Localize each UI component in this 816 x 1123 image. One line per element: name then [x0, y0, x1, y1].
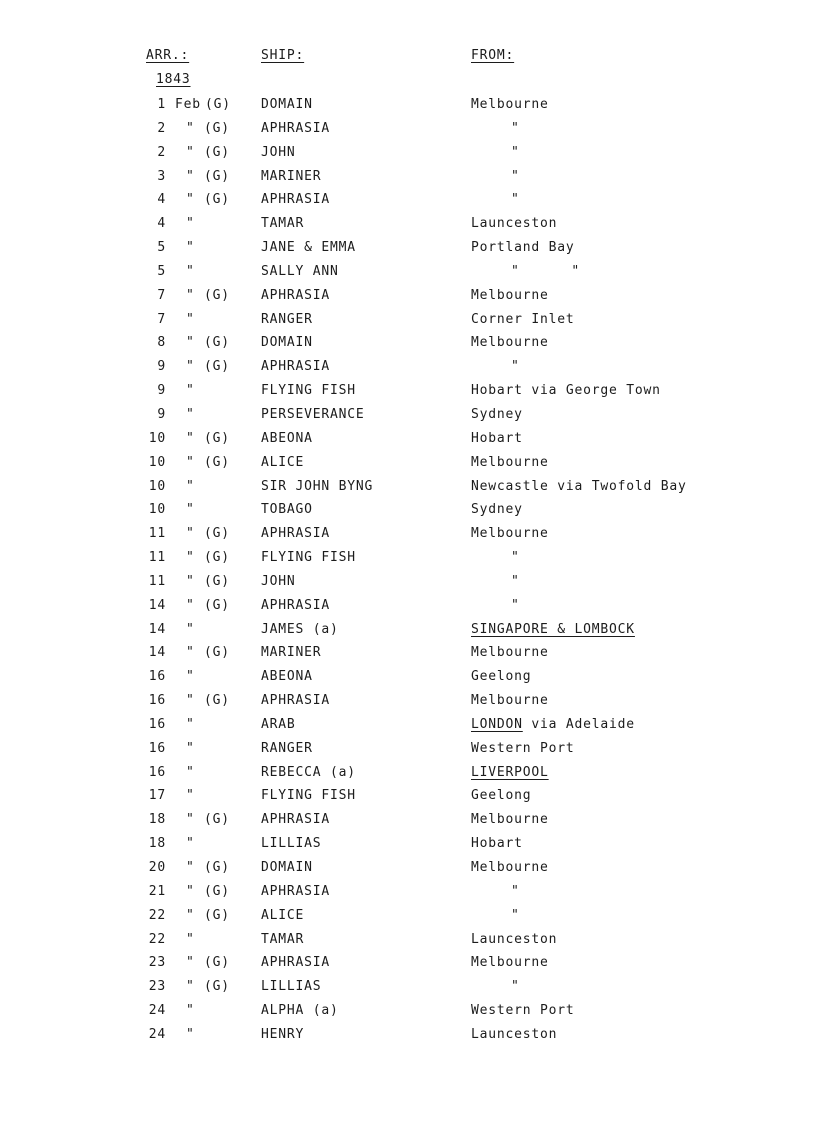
ship-name: ABEONA [261, 430, 313, 446]
government-flag: (G) [204, 120, 230, 136]
table-row [0, 882, 816, 906]
origin-port-text: " [511, 144, 520, 160]
arrival-day: 7 [157, 287, 166, 303]
table-row [0, 691, 816, 715]
ship-name: TAMAR [261, 931, 305, 947]
arrival-month: " [186, 979, 195, 995]
table-row [0, 643, 816, 667]
arrival-day: 11 [148, 550, 166, 566]
table-row [0, 667, 816, 691]
origin-port [471, 95, 549, 115]
ship-name: ALICE [261, 907, 305, 923]
government-flag: (G) [204, 430, 230, 446]
arrival-day: 9 [157, 406, 166, 422]
origin-port [471, 524, 549, 544]
arrival-day: 1 [157, 97, 166, 112]
arrival-month: " [186, 573, 195, 589]
table-row [0, 214, 816, 238]
origin-port-text: " [511, 168, 520, 184]
table-row [0, 333, 816, 357]
arrival-month: Feb [175, 97, 201, 112]
government-flag: (G) [204, 192, 230, 208]
table-row [0, 763, 816, 787]
government-flag: (G) [204, 812, 230, 828]
arrival-day: 14 [148, 597, 166, 613]
origin-port [471, 572, 520, 592]
origin-port-text: Melbourne [471, 812, 549, 828]
arrival-month: " [186, 764, 195, 780]
arrival-day: 14 [148, 645, 166, 661]
arrival-month: " [186, 454, 195, 470]
arrival-day: 4 [157, 216, 166, 232]
ship-name: LILLIAS [261, 836, 322, 852]
arrival-day: 5 [157, 263, 166, 279]
ship-name: PERSEVERANCE [261, 406, 365, 422]
arrival-day: 14 [148, 621, 166, 637]
arrival-day: 10 [148, 478, 166, 494]
origin-port [471, 333, 549, 353]
table-row [0, 190, 816, 214]
ship-name: APHRASIA [261, 955, 331, 971]
ship-name: MARINER [261, 168, 322, 184]
arrival-day: 22 [148, 931, 166, 947]
origin-port [471, 500, 523, 520]
table-row [0, 238, 816, 262]
government-flag: (G) [204, 693, 230, 709]
arrival-day: 10 [148, 430, 166, 446]
arrival-month: " [186, 144, 195, 160]
arrival-day: 16 [148, 716, 166, 732]
table-row [0, 405, 816, 429]
ship-name: APHRASIA [261, 812, 331, 828]
origin-port [471, 953, 549, 973]
ship-column-header: SHIP: [261, 48, 305, 63]
government-flag: (G) [205, 97, 231, 112]
origin-port-text: Western Port [471, 740, 575, 756]
origin-port [471, 357, 520, 377]
ship-name: ALICE [261, 454, 305, 470]
origin-port-text: Hobart via George Town [471, 383, 661, 399]
origin-port [471, 858, 549, 878]
arrival-month: " [186, 669, 195, 685]
table-row [0, 310, 816, 334]
origin-port [471, 620, 635, 640]
origin-port [471, 548, 520, 568]
origin-port [471, 190, 520, 210]
table-row [0, 524, 816, 548]
table-row [0, 977, 816, 1001]
arrival-day: 11 [148, 526, 166, 542]
arrival-month: " [186, 359, 195, 375]
origin-port-text: " [511, 120, 520, 136]
arrival-day: 18 [148, 812, 166, 828]
ship-name: SIR JOHN BYNG [261, 478, 374, 494]
origin-port [471, 834, 523, 854]
ship-name: ALPHA (a) [261, 1003, 339, 1019]
table-row [0, 548, 816, 572]
origin-port [471, 1025, 557, 1045]
government-flag: (G) [204, 526, 230, 542]
origin-port-text: Geelong [471, 669, 532, 685]
table-row [0, 1025, 816, 1049]
government-flag: (G) [204, 573, 230, 589]
origin-port-text: Launceston [471, 931, 558, 947]
ship-name: HENRY [261, 1026, 305, 1042]
government-flag: (G) [204, 550, 230, 566]
origin-port [471, 930, 557, 950]
table-row [0, 500, 816, 524]
origin-port-text: " [511, 979, 520, 995]
table-row [0, 1001, 816, 1025]
arrival-month: " [186, 216, 195, 232]
arrival-day: 11 [148, 573, 166, 589]
table-row [0, 620, 816, 644]
arrival-month: " [186, 812, 195, 828]
arrival-month: " [186, 263, 195, 279]
table-row [0, 286, 816, 310]
ship-name: RANGER [261, 311, 313, 327]
arrival-day: 5 [157, 240, 166, 256]
origin-port-text: Melbourne [471, 645, 549, 661]
government-flag: (G) [204, 144, 230, 160]
origin-port-text: Western Port [471, 1003, 575, 1019]
arrival-day: 9 [157, 383, 166, 399]
origin-port [471, 429, 523, 449]
origin-port-text: " [511, 359, 520, 375]
ship-name: LILLIAS [261, 979, 322, 995]
ship-name: APHRASIA [261, 693, 331, 709]
origin-port [471, 453, 549, 473]
arrivals-table [0, 95, 816, 1049]
origin-port-text: " [511, 192, 520, 208]
origin-port [471, 763, 549, 783]
arrival-month: " [186, 740, 195, 756]
government-flag: (G) [204, 287, 230, 303]
origin-port [471, 167, 520, 187]
government-flag: (G) [204, 907, 230, 923]
table-row [0, 930, 816, 954]
arrival-month: " [186, 883, 195, 899]
table-row [0, 429, 816, 453]
government-flag: (G) [204, 597, 230, 613]
origin-port [471, 643, 549, 663]
government-flag: (G) [204, 359, 230, 375]
government-flag: (G) [204, 454, 230, 470]
origin-port-text: Melbourne [471, 526, 549, 542]
table-row [0, 477, 816, 501]
arrival-day: 16 [148, 669, 166, 685]
arrival-day: 16 [148, 764, 166, 780]
table-row [0, 739, 816, 763]
arrival-month: " [186, 955, 195, 971]
ship-name: ARAB [261, 716, 296, 732]
arrival-month: " [186, 836, 195, 852]
origin-port-text: Sydney [471, 406, 523, 422]
origin-port [471, 262, 580, 282]
ship-name: MARINER [261, 645, 322, 661]
arrival-month: " [186, 168, 195, 184]
ship-name: APHRASIA [261, 287, 331, 303]
origin-port [471, 286, 549, 306]
origin-port-text: Melbourne [471, 335, 549, 351]
origin-port [471, 810, 549, 830]
arrival-month: " [186, 406, 195, 422]
origin-port [471, 214, 557, 234]
government-flag: (G) [204, 883, 230, 899]
table-row [0, 810, 816, 834]
arrival-day: 23 [148, 979, 166, 995]
arrival-month: " [186, 287, 195, 303]
arrival-month: " [186, 645, 195, 661]
arrival-month: " [186, 311, 195, 327]
table-row [0, 167, 816, 191]
arrival-month: " [186, 192, 195, 208]
origin-port [471, 119, 520, 139]
arrival-day: 9 [157, 359, 166, 375]
origin-port-text: Sydney [471, 502, 523, 518]
table-row [0, 715, 816, 739]
origin-port [471, 977, 520, 997]
arrival-month: " [186, 1003, 195, 1019]
ship-name: DOMAIN [261, 860, 313, 875]
ship-name: APHRASIA [261, 120, 331, 136]
ship-name: DOMAIN [261, 97, 313, 112]
ship-name: APHRASIA [261, 597, 331, 613]
arrival-day: 8 [157, 335, 166, 351]
arrival-day: 24 [148, 1003, 166, 1019]
arrival-day: 20 [148, 860, 166, 875]
origin-port [471, 596, 520, 616]
arrival-day: 2 [157, 120, 166, 136]
origin-port [471, 786, 531, 806]
origin-port [471, 310, 575, 330]
arrival-month: " [186, 788, 195, 804]
ship-name: FLYING FISH [261, 383, 356, 399]
ship-name: TAMAR [261, 216, 305, 232]
origin-port [471, 906, 520, 926]
origin-port [471, 477, 687, 497]
origin-port-underlined: LONDON [471, 716, 523, 732]
government-flag: (G) [204, 168, 230, 184]
arrival-day: 22 [148, 907, 166, 923]
arrival-day: 7 [157, 311, 166, 327]
arrival-month: " [186, 335, 195, 351]
origin-port-text: " " [511, 263, 581, 279]
government-flag: (G) [204, 860, 230, 875]
ship-name: APHRASIA [261, 883, 331, 899]
arrival-month: " [186, 931, 195, 947]
arrival-month: " [186, 120, 195, 136]
arrival-month: " [186, 526, 195, 542]
ship-name: TOBAGO [261, 502, 313, 518]
ship-name: APHRASIA [261, 192, 331, 208]
arrival-month: " [186, 693, 195, 709]
origin-port-text: Launceston [471, 216, 558, 232]
year-label: 1843 [156, 72, 191, 87]
arrival-month: " [186, 597, 195, 613]
arrival-day: 23 [148, 955, 166, 971]
origin-port [471, 381, 661, 401]
arrival-month: " [186, 716, 195, 732]
arrival-day: 3 [157, 168, 166, 184]
origin-port [471, 739, 575, 759]
ship-name: APHRASIA [261, 359, 331, 375]
ship-name: FLYING FISH [261, 788, 356, 804]
table-row [0, 143, 816, 167]
origin-port-text: " [511, 550, 520, 566]
table-row [0, 834, 816, 858]
origin-port-text: Hobart [471, 836, 523, 852]
table-row [0, 953, 816, 977]
from-column-header: FROM: [471, 48, 515, 63]
origin-port-text: Geelong [471, 788, 532, 804]
arrival-month: " [186, 907, 195, 923]
arrival-month: " [186, 240, 195, 256]
table-row [0, 262, 816, 286]
origin-port-text: Melbourne [471, 693, 549, 709]
origin-port [471, 667, 531, 687]
arrival-month: " [186, 550, 195, 566]
arrival-month: " [186, 1026, 195, 1042]
origin-port-text: Hobart [471, 430, 523, 446]
table-row [0, 357, 816, 381]
origin-port-text: Melbourne [471, 287, 549, 303]
table-row [0, 572, 816, 596]
government-flag: (G) [204, 979, 230, 995]
arrival-month: " [186, 860, 195, 875]
ship-name: FLYING FISH [261, 550, 356, 566]
arrival-day: 10 [148, 454, 166, 470]
ship-name: JOHN [261, 573, 296, 589]
ship-name: JAMES (a) [261, 621, 339, 637]
origin-port-text: Melbourne [471, 955, 549, 971]
arrival-month: " [186, 478, 195, 494]
arrival-day: 4 [157, 192, 166, 208]
arrival-month: " [186, 383, 195, 399]
origin-port [471, 238, 575, 258]
arrival-day: 2 [157, 144, 166, 160]
origin-port-text: Melbourne [471, 97, 549, 112]
origin-port [471, 405, 523, 425]
ship-name: REBECCA (a) [261, 764, 356, 780]
origin-port-text: Launceston [471, 1026, 558, 1042]
ship-name: JOHN [261, 144, 296, 160]
table-row [0, 95, 816, 119]
origin-port-text: " [511, 573, 520, 589]
arrival-column-header: ARR.: [146, 48, 190, 63]
ship-name: ABEONA [261, 669, 313, 685]
table-row [0, 906, 816, 930]
arrival-day: 24 [148, 1026, 166, 1042]
origin-port [471, 715, 635, 735]
ship-name: DOMAIN [261, 335, 313, 351]
government-flag: (G) [204, 955, 230, 971]
arrival-day: 17 [148, 788, 166, 804]
origin-port [471, 691, 549, 711]
table-row [0, 453, 816, 477]
arrival-day: 21 [148, 883, 166, 899]
origin-port-text: via Adelaide [522, 716, 635, 732]
table-row [0, 596, 816, 620]
origin-port-text: " [511, 883, 520, 899]
table-row [0, 119, 816, 143]
arrival-day: 18 [148, 836, 166, 852]
origin-port-text: Melbourne [471, 860, 549, 875]
arrival-month: " [186, 430, 195, 446]
government-flag: (G) [204, 335, 230, 351]
ship-name: JANE & EMMA [261, 240, 356, 256]
arrival-day: 16 [148, 693, 166, 709]
origin-port-underlined: SINGAPORE & LOMBOCK [471, 621, 635, 637]
table-row [0, 858, 816, 882]
origin-port-text: Corner Inlet [471, 311, 575, 327]
origin-port-text: " [511, 597, 520, 613]
arrival-day: 16 [148, 740, 166, 756]
origin-port [471, 143, 520, 163]
origin-port-underlined: LIVERPOOL [471, 764, 549, 780]
origin-port [471, 882, 520, 902]
ship-name: APHRASIA [261, 526, 331, 542]
origin-port [471, 1001, 575, 1021]
ship-name: RANGER [261, 740, 313, 756]
table-row [0, 381, 816, 405]
arrival-month: " [186, 621, 195, 637]
government-flag: (G) [204, 645, 230, 661]
arrival-month: " [186, 502, 195, 518]
table-row [0, 786, 816, 810]
origin-port-text: Portland Bay [471, 240, 575, 256]
origin-port-text: Melbourne [471, 454, 549, 470]
origin-port-text: " [511, 907, 520, 923]
arrival-day: 10 [148, 502, 166, 518]
ship-name: SALLY ANN [261, 263, 339, 279]
origin-port-text: Newcastle via Twofold Bay [471, 478, 687, 494]
